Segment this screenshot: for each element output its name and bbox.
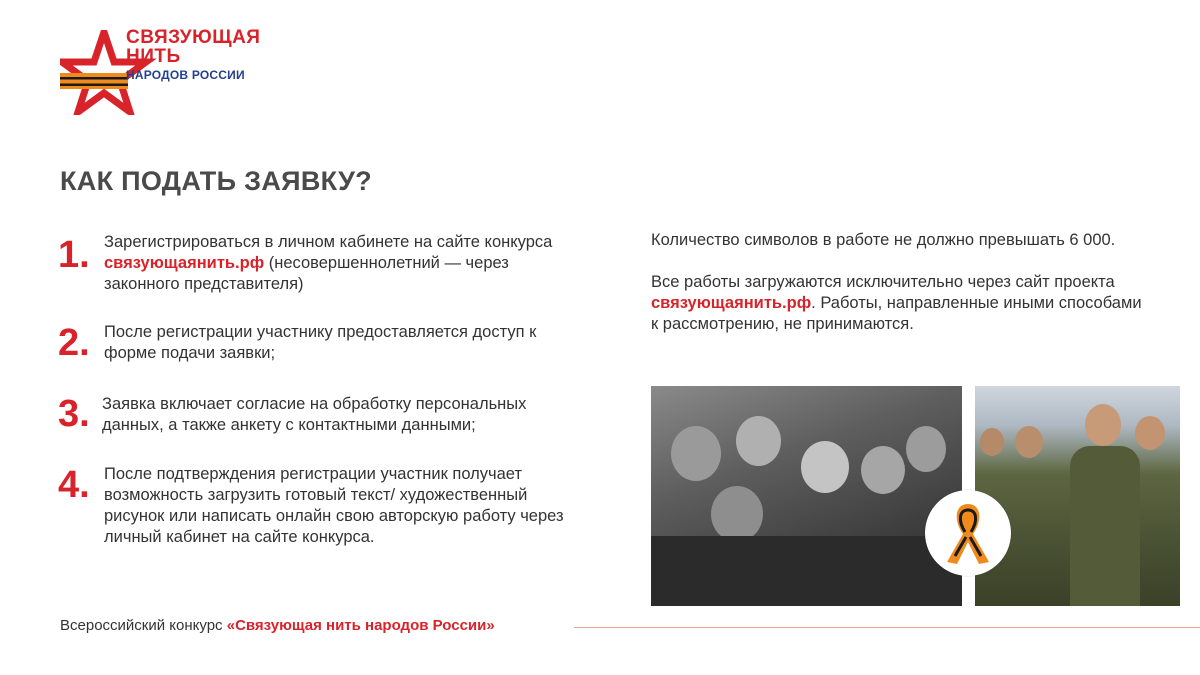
st-george-ribbon-icon bbox=[925, 490, 1011, 576]
logo-text bbox=[126, 28, 260, 81]
st-george-ribbon-badge bbox=[925, 490, 1011, 576]
logo-line-3: НАРОДОВ РОССИИ bbox=[126, 68, 245, 82]
footer-divider bbox=[574, 627, 1200, 628]
step-text: После подтверждения регистрации участник получает возможность загрузить готовый текст/ художественный рисунок или написать онлайн свою авторскую работу через личный кабинет на сайте конкурса. bbox=[104, 465, 564, 546]
page-title: КАК ПОДАТЬ ЗАЯВКУ? bbox=[60, 166, 372, 196]
step-number: 2. bbox=[58, 322, 90, 364]
step-text: Зарегистрироваться в личном кабинете на сайте конкурса связующаянить.рф (несовершеннолетний — через законного представителя) bbox=[104, 233, 553, 293]
footer-contest-title: Всероссийский конкурс «Связующая нить народов России» bbox=[60, 617, 495, 634]
logo-line-1: СВЯЗУЮЩАЯ bbox=[126, 27, 261, 48]
step-number: 4. bbox=[58, 464, 90, 506]
contest-name: Связующая нить народов России bbox=[235, 617, 487, 634]
site-link[interactable]: связующаянить.рф bbox=[651, 294, 812, 312]
step-number: 3. bbox=[58, 393, 90, 435]
upload-info-text: Все работы загружаются исключительно через сайт проекта связующаянить.рф. Работы, направленные иными способами к рассмотрению, не принимаются. bbox=[651, 273, 1142, 333]
site-link[interactable]: связующаянить.рф bbox=[104, 254, 265, 272]
logo-line-2: НИТЬ bbox=[126, 46, 181, 67]
step-text: После регистрации участнику предоставляется доступ к форме подачи заявки; bbox=[104, 323, 537, 362]
step-number: 1. bbox=[58, 234, 90, 276]
historical-soldiers-photo bbox=[651, 386, 962, 606]
step-text: Заявка включает согласие на обработку персональных данных, а также анкету с контактными данными; bbox=[102, 395, 527, 434]
symbol-limit-text: Количество символов в работе не должно превышать 6 000. bbox=[651, 231, 1116, 249]
